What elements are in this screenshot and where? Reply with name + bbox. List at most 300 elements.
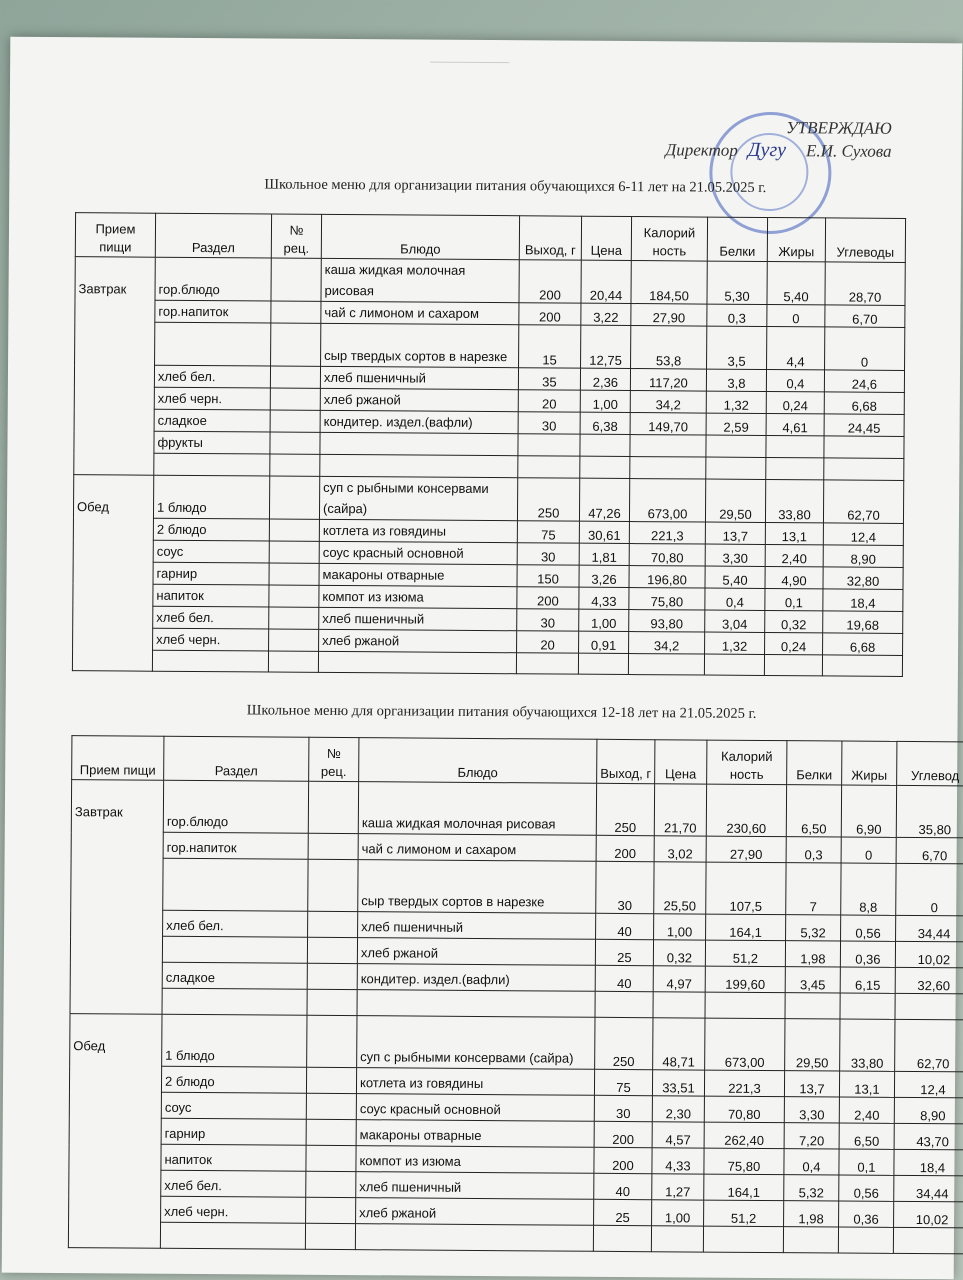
- column-header: Прием пищи: [75, 213, 155, 258]
- fat-cell: 0,56: [841, 915, 896, 941]
- kcal-cell: 117,20: [630, 369, 706, 392]
- recipe-cell: [271, 258, 321, 301]
- empty-cell: [355, 1224, 593, 1252]
- section-cell: гарнир: [161, 1118, 306, 1145]
- dish-cell: сыр твердых сортов в нарезке: [321, 323, 519, 367]
- kcal-cell: 199,60: [705, 966, 785, 993]
- dish-cell: макароны отварные: [319, 563, 517, 586]
- kcal-cell: 70,80: [629, 543, 705, 566]
- out-cell: 250: [595, 1017, 653, 1069]
- fat-cell: 8,8: [841, 863, 896, 915]
- prot-cell: 5,30: [707, 261, 767, 304]
- prot-cell: 3,8: [706, 369, 766, 391]
- recipe-cell: [306, 1171, 356, 1197]
- recipe-cell: [269, 629, 319, 651]
- meal-cell: Завтрак: [70, 780, 164, 1015]
- prot-cell: [706, 435, 766, 457]
- price-cell: 47,26: [579, 478, 629, 521]
- out-cell: 30: [517, 608, 579, 630]
- approval-director-line: [655, 138, 891, 163]
- section-cell: 1 блюдо: [153, 475, 269, 519]
- empty-cell: [766, 457, 824, 479]
- empty-cell: [703, 1226, 783, 1253]
- dish-cell: кондитер. издел.(вафли): [320, 410, 518, 433]
- recipe-cell: [307, 937, 357, 963]
- price-cell: 4,33: [652, 1148, 704, 1174]
- blank-row: [68, 1222, 963, 1254]
- recipe-cell: [271, 301, 321, 323]
- carb-cell: 43,70: [894, 1123, 963, 1150]
- prot-cell: 3,30: [784, 1097, 839, 1123]
- kcal-cell: 53,8: [631, 326, 707, 370]
- prot-cell: 0,3: [786, 837, 841, 863]
- empty-cell: [270, 454, 320, 476]
- out-cell: 20: [517, 630, 579, 652]
- empty-cell: [785, 993, 840, 1019]
- fat-cell: 33,80: [765, 479, 823, 522]
- price-cell: 3,02: [654, 836, 706, 862]
- dish-cell: компот из изюма: [356, 1146, 594, 1174]
- kcal-cell: 230,60: [706, 784, 786, 837]
- table-row: [71, 858, 963, 916]
- recipe-cell: [307, 963, 357, 989]
- dish-cell: хлеб ржаной: [357, 938, 595, 966]
- empty-cell: [704, 654, 764, 676]
- prot-cell: 6,50: [786, 785, 841, 837]
- fat-cell: 33,80: [840, 1019, 895, 1071]
- empty-cell: [822, 654, 902, 676]
- carb-cell: 12,4: [894, 1071, 963, 1098]
- kcal-cell: 184,50: [631, 261, 707, 305]
- menu-title-12-18: Школьное меню для организации питания обучающихся 12-18 лет на 21.05.2025 г.: [246, 702, 757, 722]
- menu-sheet: [2, 37, 963, 1280]
- price-cell: 21,70: [654, 784, 706, 836]
- dish-cell: каша жидкая молочная рисовая: [321, 258, 519, 302]
- kcal-cell: 51,2: [705, 940, 785, 967]
- column-header: № рец.: [309, 737, 359, 781]
- meal-cell: Обед: [72, 474, 153, 671]
- price-cell: 20,44: [581, 260, 631, 303]
- empty-cell: [895, 993, 963, 1020]
- fat-cell: 0: [841, 837, 896, 863]
- fat-cell: 2,40: [839, 1097, 894, 1123]
- out-cell: 200: [519, 303, 581, 325]
- column-header: Цена: [655, 740, 707, 784]
- approval-title: УТВЕРЖДАЮ: [786, 118, 892, 138]
- out-cell: 40: [596, 913, 654, 939]
- dish-cell: соус красный основной: [356, 1094, 594, 1122]
- prot-cell: 1,32: [706, 391, 766, 413]
- kcal-cell: 221,3: [629, 521, 705, 544]
- empty-cell: [595, 991, 653, 1017]
- faint-mark: [430, 62, 510, 64]
- section-cell: хлеб черн.: [161, 1196, 306, 1223]
- prot-cell: 1,32: [705, 632, 765, 654]
- carb-cell: 6,70: [896, 837, 963, 864]
- section-cell: соус: [161, 1092, 306, 1119]
- column-header: Выход, г: [597, 739, 655, 783]
- fat-cell: 0,36: [839, 1201, 894, 1227]
- dish-cell: котлета из говядины: [356, 1068, 594, 1096]
- prot-cell: 3,04: [705, 610, 765, 632]
- carb-cell: 18,4: [894, 1149, 963, 1176]
- price-cell: [580, 434, 630, 456]
- carb-cell: 8,90: [823, 544, 903, 567]
- recipe-cell: [270, 388, 320, 410]
- column-header: Белки: [787, 741, 842, 785]
- column-header: Блюдо: [321, 214, 519, 259]
- section-cell: гарнир: [153, 562, 269, 585]
- empty-cell: [578, 653, 628, 675]
- out-cell: 30: [596, 861, 654, 913]
- section-cell: [155, 322, 271, 366]
- fat-cell: 6,50: [839, 1123, 894, 1149]
- empty-cell: [628, 653, 704, 675]
- fat-cell: 0,4: [766, 369, 824, 391]
- empty-cell: [593, 1225, 651, 1251]
- section-cell: 1 блюдо: [162, 1014, 307, 1067]
- out-cell: 35: [518, 368, 580, 390]
- section-cell: гор.блюдо: [163, 780, 308, 833]
- price-cell: 33,51: [652, 1070, 704, 1096]
- dish-cell: хлеб пшеничный: [356, 1172, 594, 1200]
- fat-cell: 0,32: [765, 610, 823, 632]
- out-cell: 30: [594, 1095, 652, 1121]
- kcal-cell: 75,80: [704, 1148, 784, 1175]
- fat-cell: 6,15: [840, 967, 895, 993]
- section-cell: напиток: [161, 1144, 306, 1171]
- section-cell: [163, 858, 308, 911]
- out-cell: 75: [594, 1069, 652, 1095]
- blank-row: [72, 649, 902, 676]
- table-row: [73, 474, 903, 523]
- dish-cell: суп с рыбными консервами (сайра): [319, 476, 517, 520]
- prot-cell: 5,32: [786, 915, 841, 941]
- kcal-cell: 149,70: [630, 413, 706, 436]
- price-cell: 1,27: [652, 1174, 704, 1200]
- recipe-cell: [270, 410, 320, 432]
- kcal-cell: [630, 435, 706, 458]
- kcal-cell: 34,2: [630, 391, 706, 414]
- price-cell: 1,00: [652, 1200, 704, 1226]
- dish-cell: кондитер. издел.(вафли): [357, 964, 595, 992]
- recipe-cell: [269, 519, 319, 541]
- section-cell: хлеб черн.: [153, 628, 269, 651]
- fat-cell: 5,40: [767, 261, 825, 304]
- recipe-cell: [308, 859, 358, 911]
- recipe-cell: [270, 432, 320, 454]
- prot-cell: 0,4: [705, 588, 765, 610]
- recipe-cell: [306, 1197, 356, 1223]
- fat-cell: 0,1: [839, 1149, 894, 1175]
- section-cell: соус: [153, 540, 269, 563]
- carb-cell: 19,68: [823, 610, 903, 633]
- column-header: Калорий ность: [631, 217, 707, 262]
- out-cell: 75: [517, 520, 579, 542]
- dish-cell: хлеб ржаной: [320, 388, 518, 411]
- price-cell: 6,38: [580, 412, 630, 434]
- carb-cell: 62,70: [823, 479, 903, 523]
- recipe-cell: [307, 1015, 357, 1067]
- prot-cell: 3,30: [705, 544, 765, 566]
- out-cell: 30: [518, 412, 580, 434]
- price-cell: 12,75: [581, 325, 631, 368]
- price-cell: 0,91: [579, 631, 629, 653]
- price-cell: 0,32: [653, 940, 705, 966]
- empty-cell: [357, 990, 595, 1018]
- price-cell: 4,57: [652, 1122, 704, 1148]
- meal-cell: Завтрак: [74, 257, 156, 475]
- dish-cell: хлеб пшеничный: [358, 912, 596, 940]
- out-cell: 40: [594, 1173, 652, 1199]
- kcal-cell: 70,80: [704, 1096, 784, 1123]
- recipe-cell: [269, 607, 319, 629]
- section-cell: 2 блюдо: [161, 1066, 306, 1093]
- dish-cell: [320, 432, 518, 455]
- prot-cell: 5,32: [784, 1175, 839, 1201]
- dish-cell: хлеб ржаной: [356, 1198, 594, 1226]
- carb-cell: 10,02: [895, 941, 963, 968]
- column-header: Белки: [707, 217, 767, 261]
- carb-cell: 24,6: [824, 370, 904, 393]
- column-header: Углеводы: [825, 218, 905, 263]
- empty-cell: [783, 1227, 838, 1253]
- meal-cell: Обед: [68, 1014, 162, 1249]
- price-cell: 3,22: [581, 303, 631, 325]
- table-row: [70, 1014, 963, 1072]
- header-row: [72, 736, 963, 786]
- table-row: [71, 780, 963, 838]
- price-cell: 1,00: [579, 609, 629, 631]
- price-cell: 1,81: [579, 543, 629, 565]
- carb-cell: 8,90: [894, 1097, 963, 1124]
- dish-cell: каша жидкая молочная рисовая: [358, 782, 596, 836]
- column-header: № рец.: [271, 214, 321, 258]
- kcal-cell: 673,00: [705, 1018, 785, 1071]
- column-header: Выход, г: [519, 216, 581, 260]
- section-cell: напиток: [153, 584, 269, 607]
- fat-cell: 0,24: [765, 632, 823, 654]
- section-cell: хлеб черн.: [154, 387, 270, 410]
- carb-cell: 32,60: [895, 967, 963, 994]
- carb-cell: 24,45: [824, 414, 904, 437]
- section-cell: хлеб бел.: [161, 1170, 306, 1197]
- carb-cell: 34,44: [894, 1175, 963, 1202]
- table-row: [75, 322, 905, 371]
- recipe-cell: [271, 323, 321, 366]
- approval-block: [655, 115, 891, 163]
- recipe-cell: [269, 541, 319, 563]
- section-cell: гор.напиток: [155, 300, 271, 323]
- kcal-cell: 164,1: [704, 1174, 784, 1201]
- kcal-cell: 221,3: [704, 1070, 784, 1097]
- out-cell: 200: [594, 1147, 652, 1173]
- price-cell: 4,33: [579, 587, 629, 609]
- empty-cell: [160, 1222, 305, 1249]
- carb-cell: 6,68: [823, 632, 903, 655]
- column-header: Прием пищи: [72, 736, 164, 781]
- empty-cell: [651, 1226, 703, 1252]
- recipe-cell: [269, 585, 319, 607]
- empty-cell: [318, 651, 516, 674]
- dish-cell: чай с лимоном и сахаром: [321, 301, 519, 324]
- empty-cell: [824, 458, 904, 480]
- fat-cell: 2,40: [765, 544, 823, 566]
- dish-cell: котлета из говядины: [319, 519, 517, 542]
- approval-position: Директор: [665, 140, 738, 160]
- recipe-cell: [308, 911, 358, 937]
- column-header: Раздел: [164, 736, 309, 781]
- carb-cell: 32,80: [823, 566, 903, 589]
- dish-cell: макароны отварные: [356, 1120, 594, 1148]
- out-cell: 25: [594, 1199, 652, 1225]
- menu-title-6-11: Школьное меню для организации питания обучающихся 6-11 лет на 21.05.2025 г.: [264, 176, 767, 196]
- carb-cell: 18,4: [823, 588, 903, 611]
- out-cell: 200: [517, 586, 579, 608]
- section-cell: [162, 936, 307, 963]
- carb-cell: 0: [896, 863, 963, 916]
- column-header: Углевод: [897, 741, 963, 786]
- kcal-cell: 93,80: [629, 609, 705, 632]
- recipe-cell: [308, 781, 358, 833]
- fat-cell: 4,4: [767, 326, 825, 369]
- fat-cell: 6,90: [841, 785, 896, 837]
- empty-cell: [152, 650, 268, 672]
- prot-cell: 0,4: [784, 1149, 839, 1175]
- prot-cell: 7: [786, 863, 841, 915]
- kcal-cell: 51,2: [704, 1200, 784, 1227]
- carb-cell: 34,44: [896, 915, 963, 942]
- column-header: Жиры: [767, 217, 825, 261]
- price-cell: 1,00: [654, 914, 706, 940]
- carb-cell: 6,68: [824, 392, 904, 415]
- price-cell: 3,26: [579, 565, 629, 587]
- price-cell: 48,71: [653, 1018, 705, 1070]
- recipe-cell: [306, 1093, 356, 1119]
- prot-cell: 1,98: [785, 941, 840, 967]
- carb-cell: 62,70: [895, 1019, 963, 1072]
- fat-cell: 4,61: [766, 413, 824, 435]
- kcal-cell: 34,2: [629, 631, 705, 654]
- recipe-cell: [306, 1145, 356, 1171]
- empty-cell: [305, 1223, 355, 1249]
- carb-cell: 12,4: [823, 522, 903, 545]
- section-cell: хлеб бел.: [163, 910, 308, 937]
- fat-cell: 0: [767, 304, 825, 326]
- dish-cell: хлеб пшеничный: [320, 366, 518, 389]
- prot-cell: 3,45: [785, 967, 840, 993]
- price-cell: 2,36: [580, 368, 630, 390]
- out-cell: 250: [517, 477, 579, 520]
- carb-cell: 10,02: [894, 1201, 963, 1228]
- prot-cell: 13,7: [784, 1071, 839, 1097]
- empty-cell: [268, 651, 318, 673]
- kcal-cell: 27,90: [706, 836, 786, 863]
- dish-cell: суп с рыбными консервами (сайра): [357, 1016, 595, 1070]
- prot-cell: 2,59: [706, 413, 766, 435]
- fat-cell: 0,56: [839, 1175, 894, 1201]
- out-cell: 40: [595, 965, 653, 991]
- section-cell: хлеб бел.: [153, 606, 269, 629]
- section-cell: 2 блюдо: [153, 518, 269, 541]
- fat-cell: 0,24: [766, 391, 824, 413]
- prot-cell: 13,7: [705, 522, 765, 544]
- price-cell: 4,97: [653, 966, 705, 992]
- empty-cell: [653, 992, 705, 1018]
- carb-cell: 0: [825, 327, 905, 371]
- empty-cell: [838, 1227, 893, 1253]
- carb-cell: [824, 436, 904, 459]
- dish-cell: сыр твердых сортов в нарезке: [358, 860, 596, 914]
- section-cell: фрукты: [154, 431, 270, 454]
- prot-cell: 29,50: [705, 479, 765, 522]
- section-cell: гор.блюдо: [155, 257, 271, 301]
- empty-cell: [706, 457, 766, 479]
- carb-cell: 28,70: [825, 262, 905, 306]
- recipe-cell: [269, 476, 319, 519]
- prot-cell: 3,5: [707, 326, 767, 369]
- out-cell: 200: [596, 835, 654, 861]
- menu-table-6-11: [72, 212, 906, 677]
- out-cell: 200: [519, 260, 581, 303]
- dish-cell: компот из изюма: [319, 585, 517, 608]
- empty-cell: [162, 988, 307, 1015]
- column-header: Раздел: [155, 213, 271, 258]
- kcal-cell: 673,00: [629, 478, 705, 522]
- kcal-cell: 107,5: [706, 862, 786, 915]
- empty-cell: [705, 992, 785, 1019]
- kcal-cell: 164,1: [706, 914, 786, 941]
- section-cell: гор.напиток: [163, 832, 308, 859]
- section-cell: хлеб бел.: [154, 365, 270, 388]
- section-cell: сладкое: [154, 409, 270, 432]
- kcal-cell: 196,80: [629, 565, 705, 588]
- out-cell: 20: [518, 390, 580, 412]
- dish-cell: хлеб пшеничный: [319, 607, 517, 630]
- kcal-cell: 75,80: [629, 587, 705, 610]
- header-row: [75, 213, 905, 263]
- recipe-cell: [306, 1067, 356, 1093]
- table-row: [75, 257, 905, 306]
- dish-cell: хлеб ржаной: [319, 629, 517, 652]
- dish-cell: соус красный основной: [319, 541, 517, 564]
- kcal-cell: 262,40: [704, 1122, 784, 1149]
- recipe-cell: [269, 563, 319, 585]
- column-header: Калорий ность: [707, 740, 787, 785]
- column-header: Цена: [581, 216, 631, 260]
- empty-cell: [518, 456, 580, 478]
- price-cell: 2,30: [652, 1096, 704, 1122]
- kcal-cell: 27,90: [631, 304, 707, 327]
- carb-cell: 35,80: [896, 785, 963, 838]
- carb-cell: 6,70: [825, 305, 905, 328]
- section-cell: сладкое: [162, 962, 307, 989]
- out-cell: 25: [595, 939, 653, 965]
- price-cell: 1,00: [580, 390, 630, 412]
- recipe-cell: [306, 1119, 356, 1145]
- out-cell: 30: [517, 542, 579, 564]
- out-cell: [518, 434, 580, 456]
- out-cell: 250: [596, 783, 654, 835]
- approval-name: Е.И. Сухова: [806, 141, 892, 161]
- empty-cell: [320, 454, 518, 477]
- prot-cell: 1,98: [784, 1201, 839, 1227]
- prot-cell: 29,50: [785, 1019, 840, 1071]
- fat-cell: 4,90: [765, 566, 823, 588]
- out-cell: 15: [519, 325, 581, 368]
- prot-cell: 5,40: [705, 566, 765, 588]
- column-header: Блюдо: [359, 738, 597, 784]
